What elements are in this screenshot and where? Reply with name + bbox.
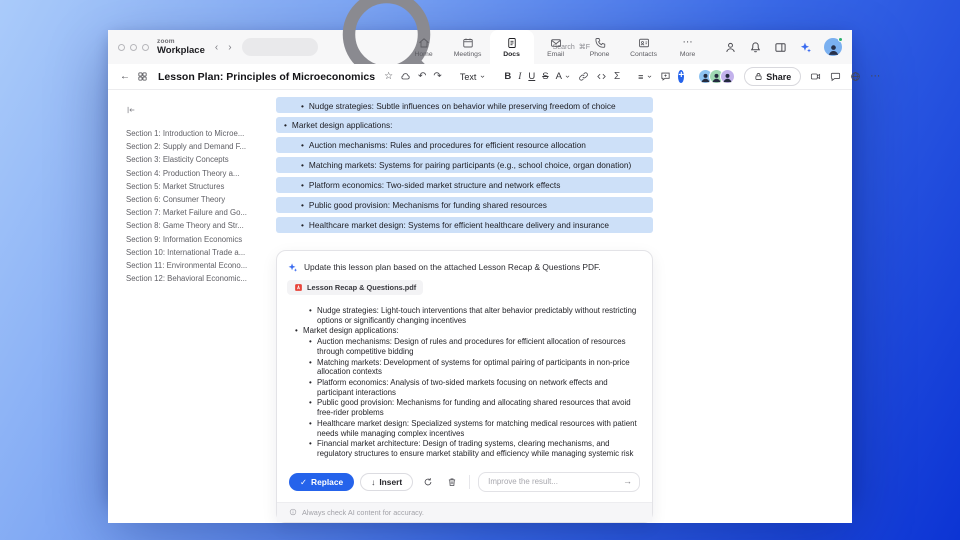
window-controls <box>118 30 149 64</box>
sidebar-item-section-1[interactable]: Section 1: Introduction to Microe... <box>126 129 245 138</box>
more-icon: ⋯ <box>682 36 693 48</box>
brand-workplace: Workplace <box>157 44 205 56</box>
bullet: • <box>301 180 304 190</box>
meetings-icon <box>462 37 474 49</box>
main-tabs <box>402 30 710 64</box>
ai-companion-panel <box>276 250 653 523</box>
ai-response-bullet: • Platform economics: Analysis of two-sided markets focusing on network effects and participant interactions <box>317 378 638 397</box>
refresh-icon <box>423 477 433 487</box>
doc-title: Lesson Plan: Principles of Microeconomics <box>158 70 376 83</box>
send-arrow-icon[interactable]: → <box>623 476 632 487</box>
ai-action-bar <box>277 464 652 502</box>
tab-more[interactable]: ⋯ More <box>679 36 696 58</box>
video-call-icon[interactable] <box>810 71 821 82</box>
ai-response-bullet: • Auction mechanisms: Design of rules and procedures for efficient allocation of resources through competitive bidding <box>317 337 638 356</box>
more-options-icon[interactable]: ⋯ <box>870 70 881 82</box>
sidebar-item-section-7[interactable]: Section 7: Market Failure and Go... <box>126 208 247 218</box>
bullet: • <box>284 120 287 130</box>
ai-prompt-text: Update this lesson plan based on the attached Lesson Recap & Questions PDF. <box>304 262 601 272</box>
action-divider <box>469 475 470 489</box>
highlighted-line[interactable]: • Matching markets: Systems for pairing participants (e.g., school choice, organ donation) <box>276 157 653 173</box>
highlighted-line[interactable]: • Nudge strategies: Subtle influences on behavior while preserving freedom of choice <box>276 97 653 113</box>
cloud-sync-icon <box>400 71 411 82</box>
collaborator-avatars <box>698 69 735 84</box>
side-panel-toggle-icon[interactable] <box>774 41 787 54</box>
workplace-logo <box>157 30 205 64</box>
contacts-icon <box>638 37 650 49</box>
ai-disclaimer-text: Always check AI content for accuracy. <box>302 507 424 517</box>
list-format-dropdown[interactable]: ≡ <box>638 72 653 82</box>
window-zoom-button[interactable] <box>142 44 149 51</box>
sidebar-item-section-9[interactable]: Section 9: Information Economics <box>126 234 243 244</box>
zoom-workplace-window <box>108 30 881 517</box>
sidebar-item-section-11[interactable]: Section 11: Environmental Econo... <box>126 261 248 271</box>
bullet: • <box>301 140 304 150</box>
presence-online-dot <box>838 37 843 42</box>
chevron-down-icon <box>479 73 486 80</box>
search-shortcut: ⌘F <box>578 44 591 51</box>
strikethrough-button[interactable]: S <box>542 71 549 82</box>
text-color-dropdown[interactable]: A <box>556 71 571 82</box>
redo-icon[interactable]: ↷ <box>433 70 442 82</box>
bold-button[interactable]: B <box>504 71 512 82</box>
trash-icon <box>447 477 457 487</box>
ai-response-content <box>277 297 652 464</box>
document-canvas[interactable] <box>276 90 852 523</box>
replace-button[interactable]: ✓ Replace <box>289 473 354 491</box>
bullet: • <box>301 101 304 111</box>
ai-response-bullet: • Healthcare market design: Specialized systems for matching medical resources with patient needs while managing complex incentives <box>317 419 638 438</box>
app-tab-bar <box>108 30 852 64</box>
ai-response-bullet: • Nudge strategies: Light-touch interventions that alter behavior predictably without restricting options or significantly changing incentives <box>317 306 638 325</box>
tab-email[interactable]: Email <box>534 30 578 64</box>
ai-response-bullet: • Matching markets: Development of systems for optimal pairing of participants in non-price allocation contexts <box>317 358 638 377</box>
bullet: • <box>301 200 304 210</box>
pdf-attachment-chip[interactable] <box>287 280 423 295</box>
lock-icon <box>754 72 763 81</box>
home-icon <box>418 37 430 49</box>
collaborator-avatar <box>720 69 735 84</box>
notifications-bell-icon[interactable] <box>749 41 762 54</box>
bullet: • <box>301 220 304 230</box>
docs-home-icon[interactable] <box>137 71 148 82</box>
user-avatar[interactable] <box>824 38 842 56</box>
check-icon: ✓ <box>300 476 308 487</box>
sidebar-item-section-8[interactable]: Section 8: Game Theory and Str... <box>126 221 244 231</box>
window-close-button[interactable] <box>118 44 125 51</box>
code-block-icon[interactable] <box>596 71 607 82</box>
avatar-person-icon <box>827 43 840 56</box>
sidebar-item-section-4[interactable]: Section 4: Production Theory a... <box>126 168 240 178</box>
improve-result-input[interactable] <box>478 472 640 492</box>
window-minimize-button[interactable] <box>130 44 137 51</box>
regenerate-button[interactable] <box>419 473 437 491</box>
share-button[interactable]: Share <box>744 67 801 86</box>
sidebar-item-section-3[interactable]: Section 3: Elasticity Concepts <box>126 155 229 165</box>
chevron-down-icon <box>646 73 653 80</box>
outline-sidebar <box>108 90 276 523</box>
insert-link-icon[interactable] <box>578 71 589 82</box>
delete-result-button[interactable] <box>443 473 461 491</box>
doc-toolbar <box>108 64 881 90</box>
sidebar-item-section-10[interactable]: Section 10: International Trade a... <box>126 247 246 257</box>
comment-icon[interactable] <box>660 71 671 82</box>
tab-contacts[interactable]: Contacts <box>622 30 666 64</box>
attachment-name: Lesson Recap & Questions.pdf <box>307 283 417 292</box>
brand-zoom: zoom <box>157 38 175 45</box>
phone-icon <box>594 37 606 49</box>
insert-button[interactable]: ↓ Insert <box>360 473 413 491</box>
back-icon[interactable]: ← <box>120 70 130 82</box>
star-favorite-icon[interactable]: ☆ <box>384 70 394 82</box>
ai-response-bullet: • Market design applications: <box>303 326 638 336</box>
tab-phone[interactable]: Phone <box>578 30 622 64</box>
info-icon <box>289 508 297 516</box>
pdf-file-icon <box>294 283 303 292</box>
profile-icon[interactable] <box>724 41 737 54</box>
search-placeholder: Search <box>552 43 575 51</box>
highlighted-line[interactable]: • Platform economics: Two-sided market structure and network effects <box>276 177 653 193</box>
sidebar-item-section-2[interactable]: Section 2: Supply and Demand F... <box>126 142 247 152</box>
chevron-down-icon <box>564 73 571 80</box>
bullet: • <box>301 160 304 170</box>
globe-language-icon[interactable] <box>850 71 861 82</box>
tab-meetings[interactable]: Meetings <box>446 30 490 64</box>
underline-button[interactable]: U <box>528 71 536 82</box>
highlighted-line[interactable]: • Auction mechanisms: Rules and procedures for efficient resource allocation <box>276 137 653 153</box>
ai-companion-icon[interactable] <box>799 41 812 54</box>
sidebar-item-section-6[interactable]: Section 6: Consumer Theory <box>126 195 226 205</box>
email-icon <box>550 37 562 49</box>
highlighted-line[interactable]: • Public good provision: Mechanisms for funding shared resources <box>276 197 653 213</box>
highlighted-line[interactable]: • Healthcare market design: Systems for efficient healthcare delivery and insurance <box>276 217 653 233</box>
down-arrow-icon: ↓ <box>371 476 376 487</box>
undo-icon[interactable]: ↶ <box>418 70 427 82</box>
ai-disclaimer-bar <box>277 502 652 522</box>
italic-button[interactable]: I <box>518 71 522 82</box>
formula-icon[interactable]: Σ <box>613 70 621 82</box>
tab-home[interactable]: Home <box>402 30 446 64</box>
chat-icon[interactable] <box>830 71 841 82</box>
nav-back-icon[interactable]: ‹ <box>214 41 219 53</box>
ai-response-bullet: • Public good provision: Mechanisms for funding and allocating shared resources that avoid free-rider problems <box>317 398 638 417</box>
sidebar-item-section-12[interactable]: Section 12: Behavioral Economic... <box>126 274 247 284</box>
ai-sparkle-icon <box>287 262 298 273</box>
highlighted-line[interactable]: • Market design applications: <box>276 117 653 133</box>
docs-icon <box>506 37 518 49</box>
ai-response-bullet: • Financial market architecture: Design of trading systems, clearing mechanisms, and regulatory structures to ensure market stability and efficiency while managing systemic risk <box>317 439 638 458</box>
nav-forward-icon[interactable]: › <box>228 41 232 53</box>
collapse-sidebar-icon[interactable] <box>126 102 276 120</box>
insert-add-button[interactable]: + <box>678 70 685 81</box>
tab-docs[interactable]: Docs <box>490 30 534 64</box>
sidebar-item-section-5[interactable]: Section 5: Market Structures <box>126 181 225 191</box>
text-style-dropdown[interactable]: Text <box>460 72 487 82</box>
